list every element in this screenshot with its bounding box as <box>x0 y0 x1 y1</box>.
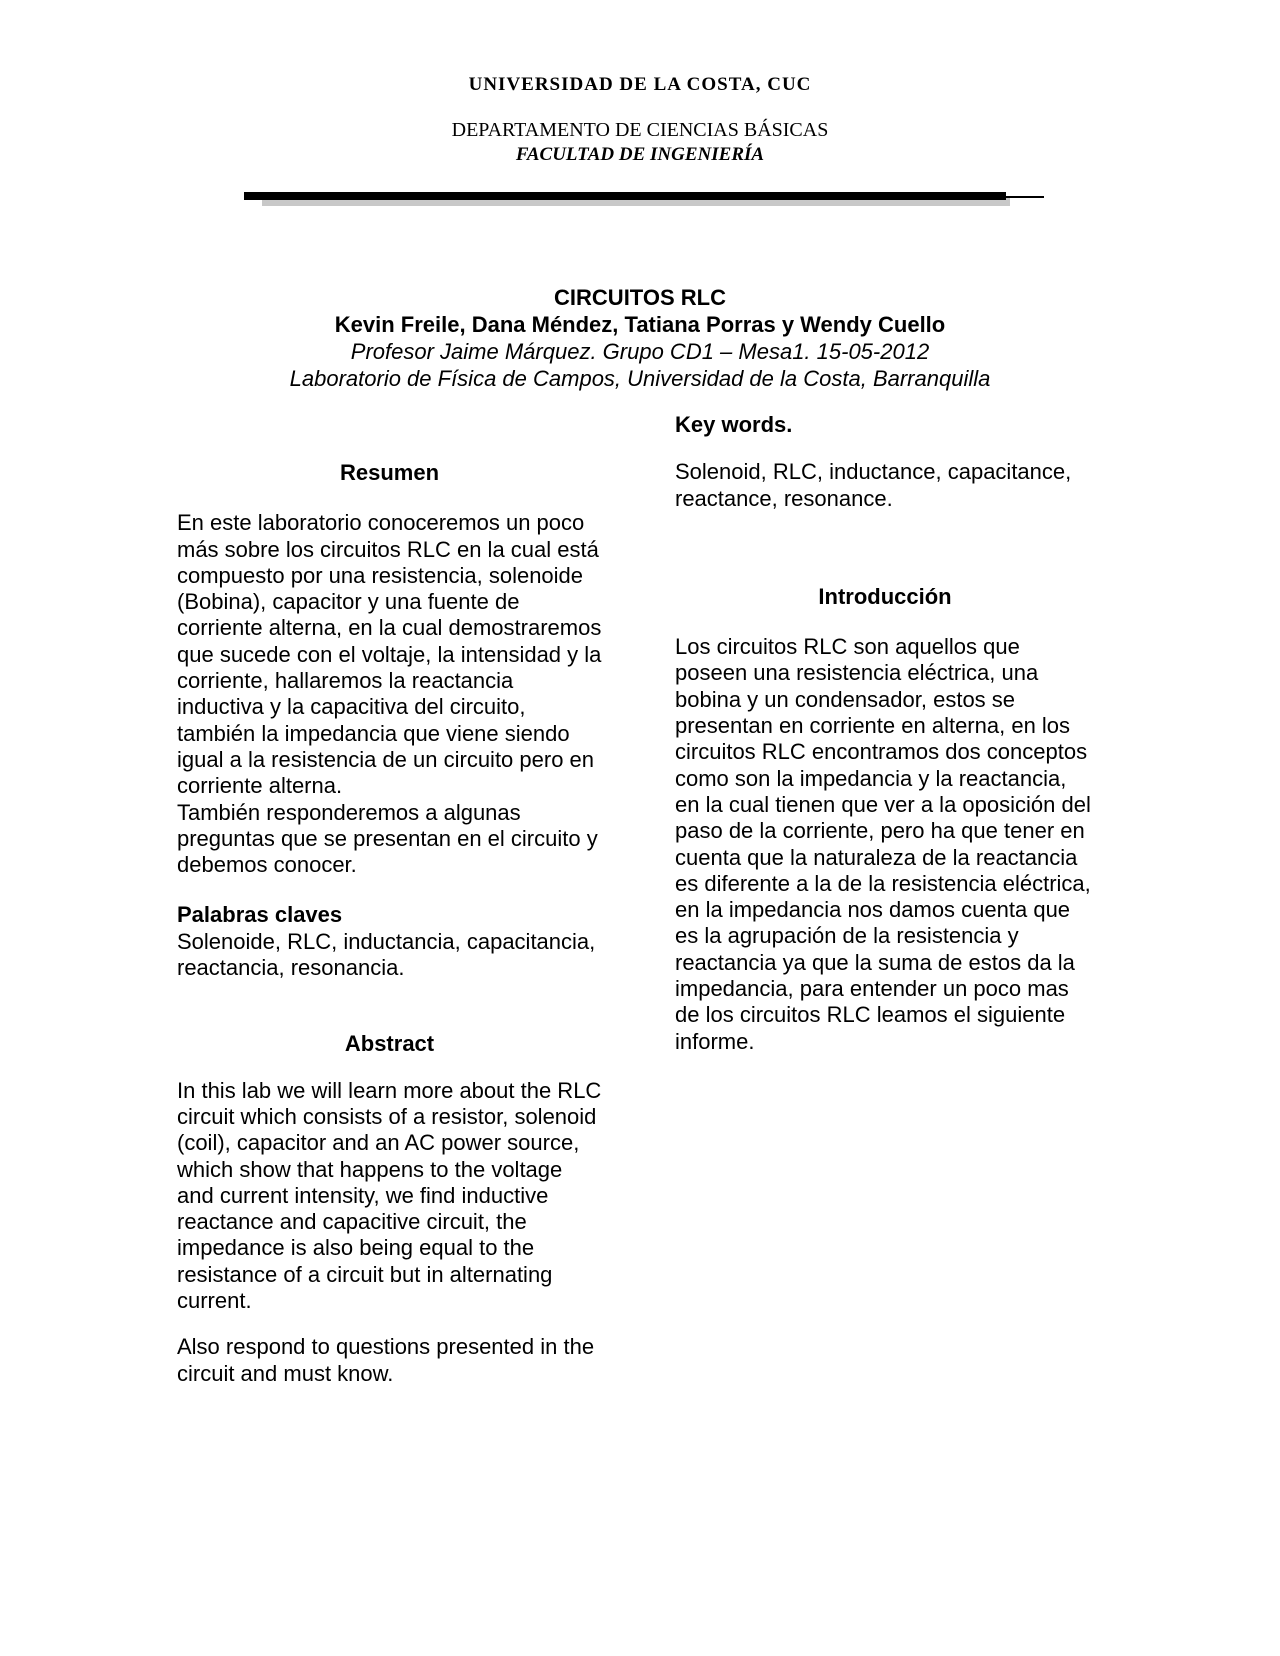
abstract-heading: Abstract <box>344 1031 435 1057</box>
paper-title: CIRCUITOS RLC <box>554 285 726 310</box>
title-block <box>0 284 1280 392</box>
resumen-paragraph: En este laboratorio conoceremos un poco más sobre los circuitos RLC en la cual está compuesto por una resistencia, solenoide (Bobina), capacitor y una fuente de corriente alterna, en la cual demostraremos que sucede con el voltaje, la intensidad y la corriente, hallaremos la reactancia inductiva y la capacitiva del circuito, también la impedancia que viene siendo igual a la resistencia de un circuito pero en corriente alterna. <box>177 510 602 799</box>
professor-line: Profesor Jaime Márquez. Grupo CD1 – Mesa1. 15-05-2012 <box>350 339 930 364</box>
key-words-heading: Key words. <box>675 412 793 437</box>
resumen-heading: Resumen <box>339 460 440 485</box>
faculty-name: FACULTAD DE INGENIERÍA <box>515 144 765 165</box>
abstract-paragraph-2: Also respond to questions presented in the circuit and must know. <box>177 1334 595 1386</box>
header-rule-thin <box>1006 196 1044 198</box>
right-column <box>675 412 1095 1055</box>
key-words-text: Solenoid, RLC, inductance, capacitance, reactance, resonance. <box>675 459 1072 511</box>
abstract-paragraph: In this lab we will learn more about the RLC circuit which consists of a resistor, solenoid (coil), capacitor and an AC power source, which show that happens to the voltage and current intensity, we find inductive reactance and capacitive circuit, the impedance is also being equal to the resistance of a circuit but in alternating current. <box>177 1077 602 1314</box>
introduccion-paragraph: Los circuitos RLC son aquellos que poseen una resistencia eléctrica, una bobina y un condensador, estos se presentan en corriente en alterna, en los circuitos RLC encontramos dos conceptos como son la impedancia y la reactancia, en la cual tienen que ver a la oposición del paso de la corriente, pero ha que tener en cuenta que la naturaleza de la reactancia es diferente a la de la resistencia eléctrica, en la impedancia nos damos cuenta que es la agrupación de la resistencia y reactancia ya que la suma de estos da la impedancia, para entender un poco mas de los circuitos RLC leamos el siguiente informe. <box>675 634 1091 1054</box>
department-name: DEPARTAMENTO DE CIENCIAS BÁSICAS <box>451 119 829 141</box>
palabras-claves-text: Solenoide, RLC, inductancia, capacitancia, reactancia, resonancia. <box>177 928 596 981</box>
palabras-claves-heading: Palabras claves <box>177 902 343 928</box>
university-name: UNIVERSIDAD DE LA COSTA, CUC <box>468 74 812 95</box>
lab-line: Laboratorio de Física de Campos, Universidad de la Costa, Barranquilla <box>289 366 991 391</box>
authors: Kevin Freile, Dana Méndez, Tatiana Porras y Wendy Cuello <box>334 312 946 337</box>
resumen-paragraph-2: También responderemos a algunas preguntas que se presentan en el circuito y debemos conocer. <box>177 799 598 878</box>
introduccion-heading: Introducción <box>818 583 952 609</box>
left-column <box>177 460 602 1387</box>
header-rule <box>244 192 1006 200</box>
